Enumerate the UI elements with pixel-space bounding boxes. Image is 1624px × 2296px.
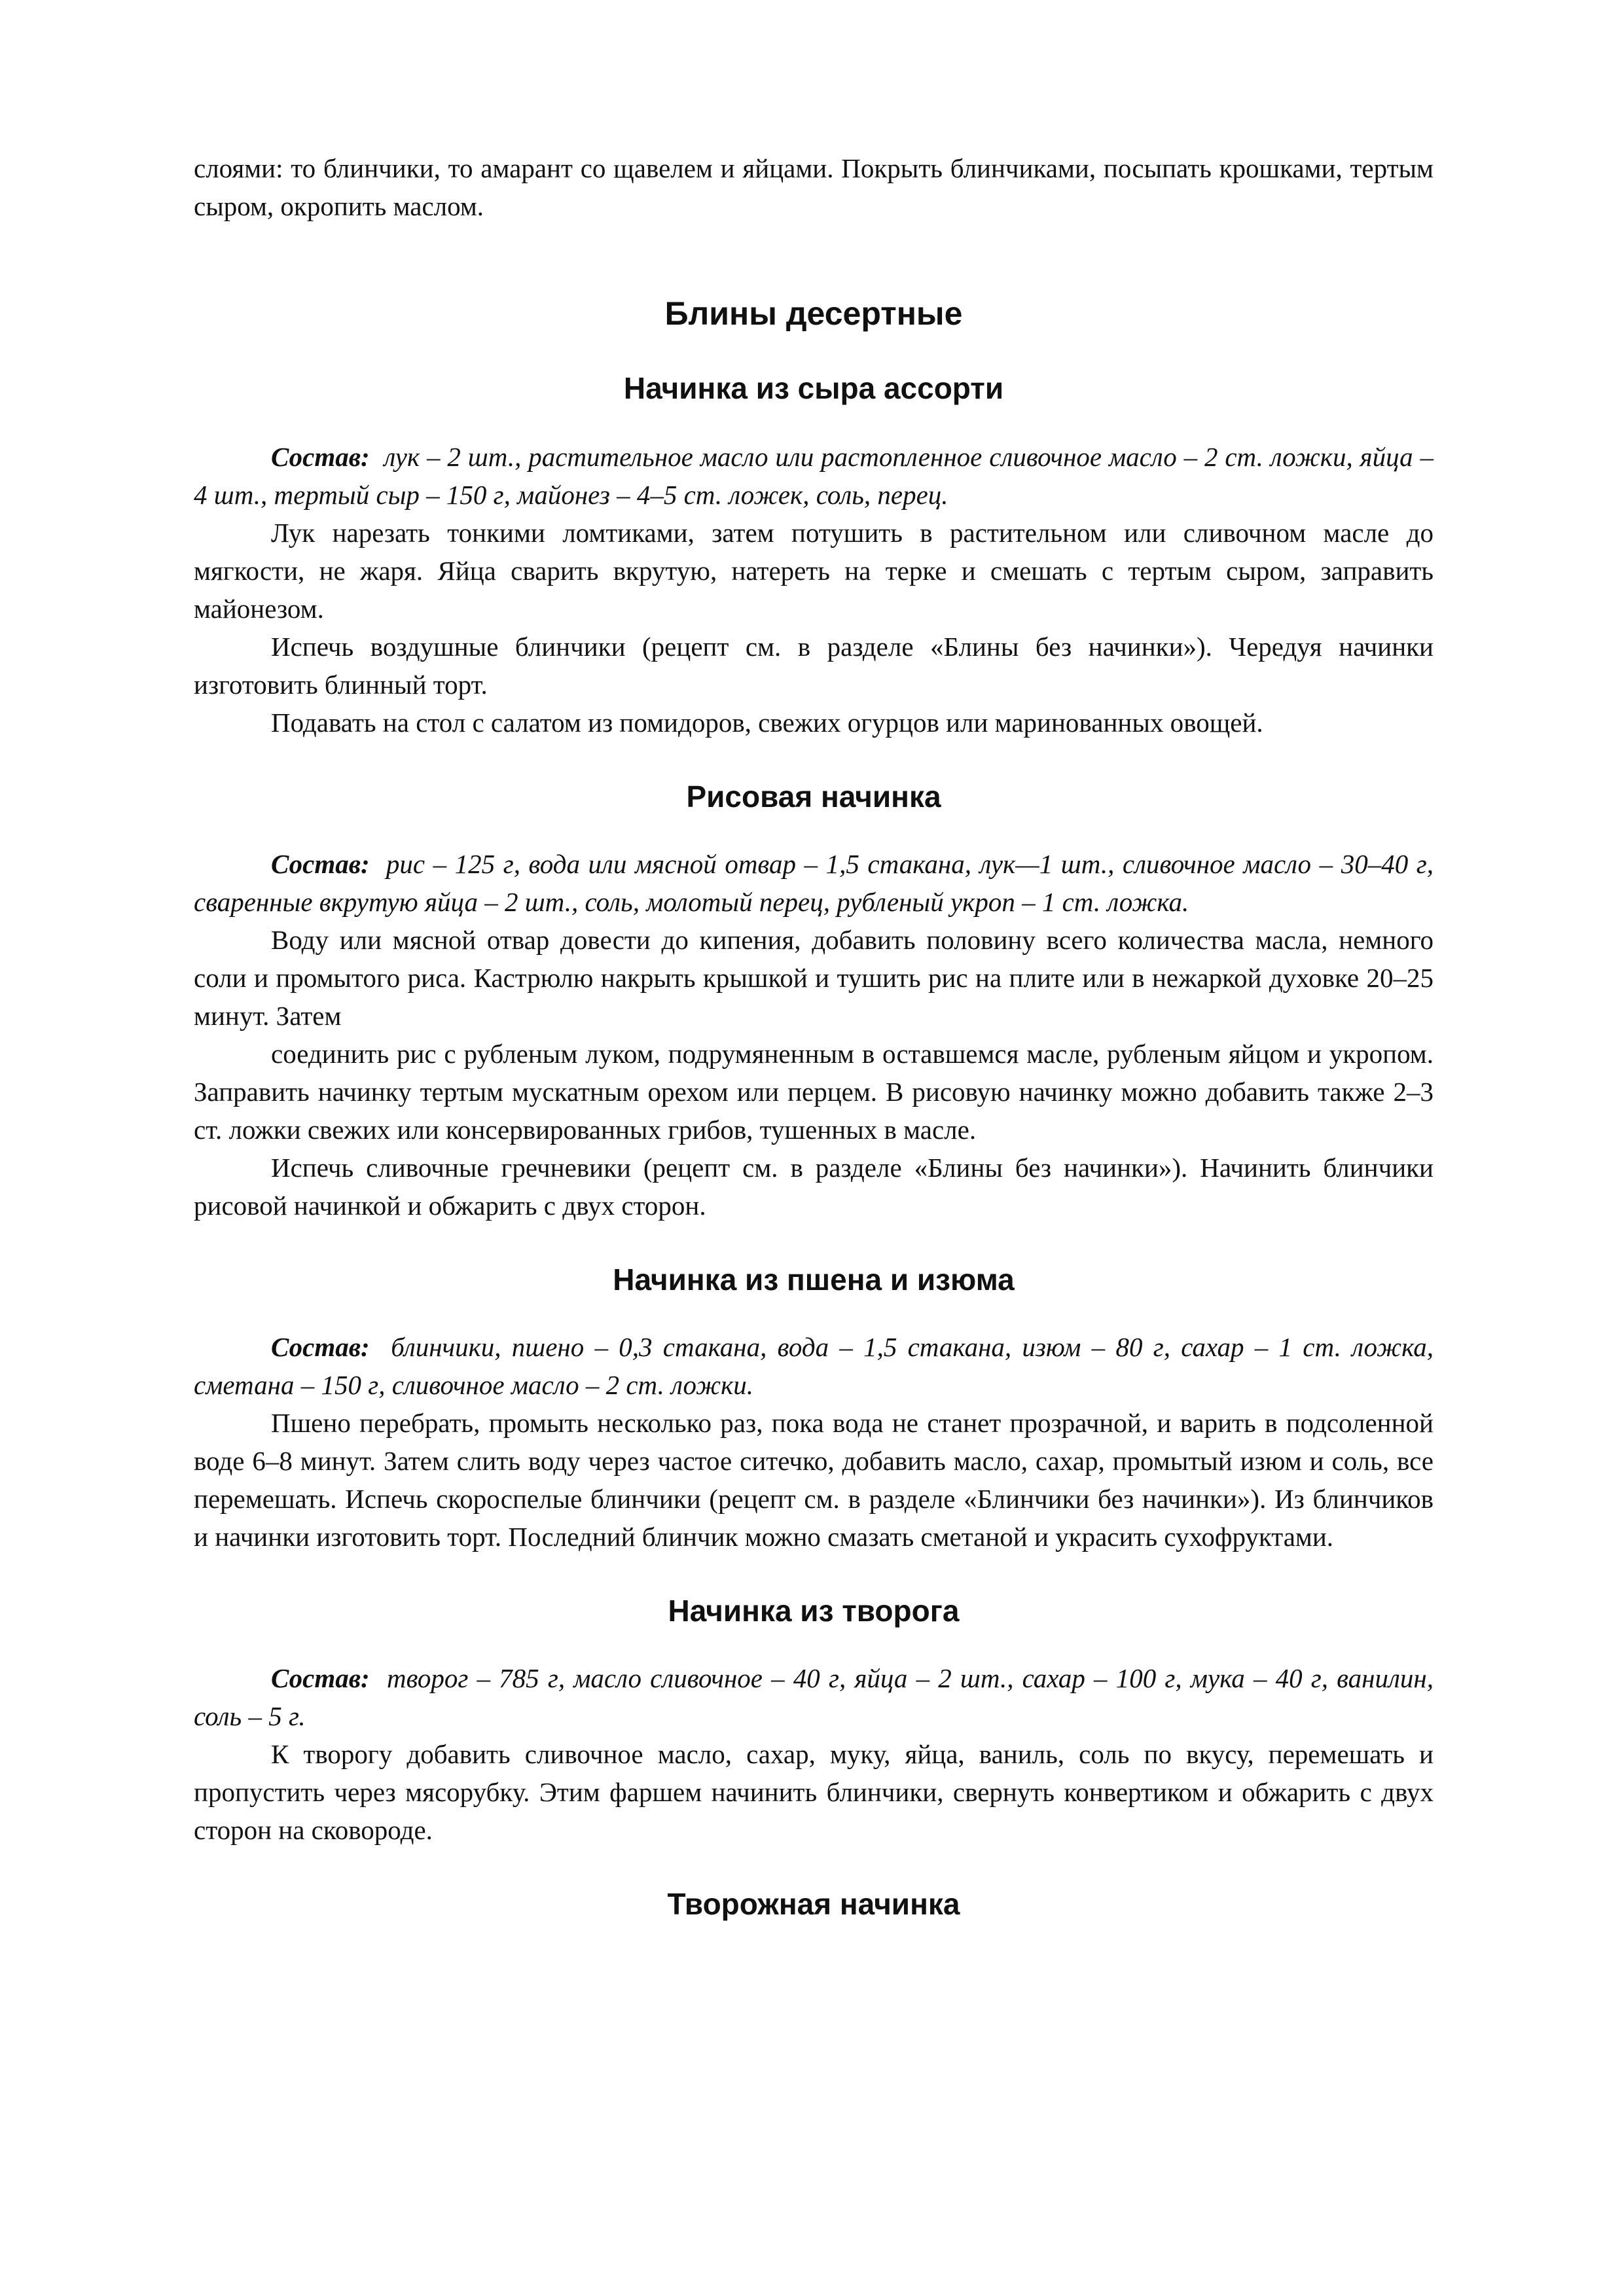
document-page <box>194 149 1434 1922</box>
recipe-step: Воду или мясной отвар довести до кипения, добавить половину всего количества масла, немного соли и промытого риса. Кастрюлю накрыть крышкой и тушить рис на плите или в нежаркой духовке 20–25 минут. Затем <box>194 925 1434 1031</box>
ingredients-label: Состав: <box>271 442 370 472</box>
recipe-ingredients <box>194 1328 1434 1404</box>
recipe-ingredients <box>194 845 1434 921</box>
recipe-step: Испечь воздушные блинчики (рецепт см. в разделе «Блины без начинки»). Чередуя начинки изготовить блинный торт. <box>194 632 1434 700</box>
ingredients-text: лук – 2 шт., растительное масло или растопленное сливочное масло – 2 ст. ложки, яйца – 4 шт., тертый сыр – 150 г, майонез – 4–5 ст. ложек, соль, перец. <box>194 442 1434 510</box>
recipe-step: Пшено перебрать, промыть несколько раз, пока вода не станет прозрачной, и варить в подсоленной воде 6–8 минут. Затем слить воду через частое ситечко, добавить масло, сахар, промытый изюм и соль, все перемешать. Испечь скороспелые блинчики (рецепт см. в разделе «Блинчики без начинки»). Из блинчиков и начинки изготовить торт. Последний блинчик можно смазать сметаной и украсить сухофруктами. <box>194 1408 1434 1552</box>
intro-paragraph: слоями: то блинчики, то амарант со щавелем и яйцами. Покрыть блинчиками, посыпать крошками, тертым сыром, окропить маслом. <box>194 153 1434 221</box>
section-title: Блины десертные <box>664 295 963 332</box>
recipe-title: Начинка из пшена и изюма <box>613 1263 1015 1297</box>
recipe-step: Лук нарезать тонкими ломтиками, затем потушить в растительном или сливочном масле до мягкости, не жаря. Яйца сварить вкрутую, натереть на терке и смешать с тертым сыром, заправить майонезом. <box>194 518 1434 624</box>
recipe-title: Начинка из творога <box>668 1594 960 1628</box>
recipe-step: соединить рис с рубленым луком, подрумяненным в оставшемся масле, рубленым яйцом и укропом. Заправить начинку тертым мускатным орехом или перцем. В рисовую начинку можно добавить также 2–3 ст. ложки свежих или консервированных грибов, тушенных в масле. <box>194 1039 1434 1145</box>
ingredients-text: творог – 785 г, масло сливочное – 40 г, яйца – 2 шт., сахар – 100 г, мука – 40 г, ванилин, соль – 5 г. <box>194 1663 1434 1731</box>
ingredients-text: рис – 125 г, вода или мясной отвар – 1,5 стакана, лук—1 шт., сливочное масло – 30–40 г, сваренные вкрутую яйца – 2 шт., соль, молотый перец, рубленый укроп – 1 ст. ложка. <box>194 849 1434 917</box>
ingredients-label: Состав: <box>271 849 370 879</box>
recipe-title: Рисовая начинка <box>686 780 941 814</box>
recipe-step: Испечь сливочные гречневики (рецепт см. в разделе «Блины без начинки»). Начинить блинчики рисовой начинкой и обжарить с двух сторон. <box>194 1153 1434 1221</box>
recipe-title: Творожная начинка <box>667 1887 960 1921</box>
recipe-step: Подавать на стол с салатом из помидоров, свежих огурцов или маринованных овощей. <box>271 708 1263 738</box>
ingredients-text: блинчики, пшено – 0,3 стакана, вода – 1,5 стакана, изюм – 80 г, сахар – 1 ст. ложка, сметана – 150 г, сливочное масло – 2 ст. ложки. <box>194 1332 1434 1400</box>
recipe-title: Начинка из сыра ассорти <box>623 371 1004 405</box>
recipe-ingredients <box>194 1659 1434 1735</box>
ingredients-label: Состав: <box>271 1663 370 1693</box>
recipe-step: К творогу добавить сливочное масло, сахар, муку, яйца, ваниль, соль по вкусу, перемешать и пропустить через мясорубку. Этим фаршем начинить блинчики, свернуть конвертиком и обжарить с двух сторон на сковороде. <box>194 1739 1434 1845</box>
ingredients-label: Состав: <box>271 1332 370 1362</box>
recipe-ingredients <box>194 438 1434 514</box>
